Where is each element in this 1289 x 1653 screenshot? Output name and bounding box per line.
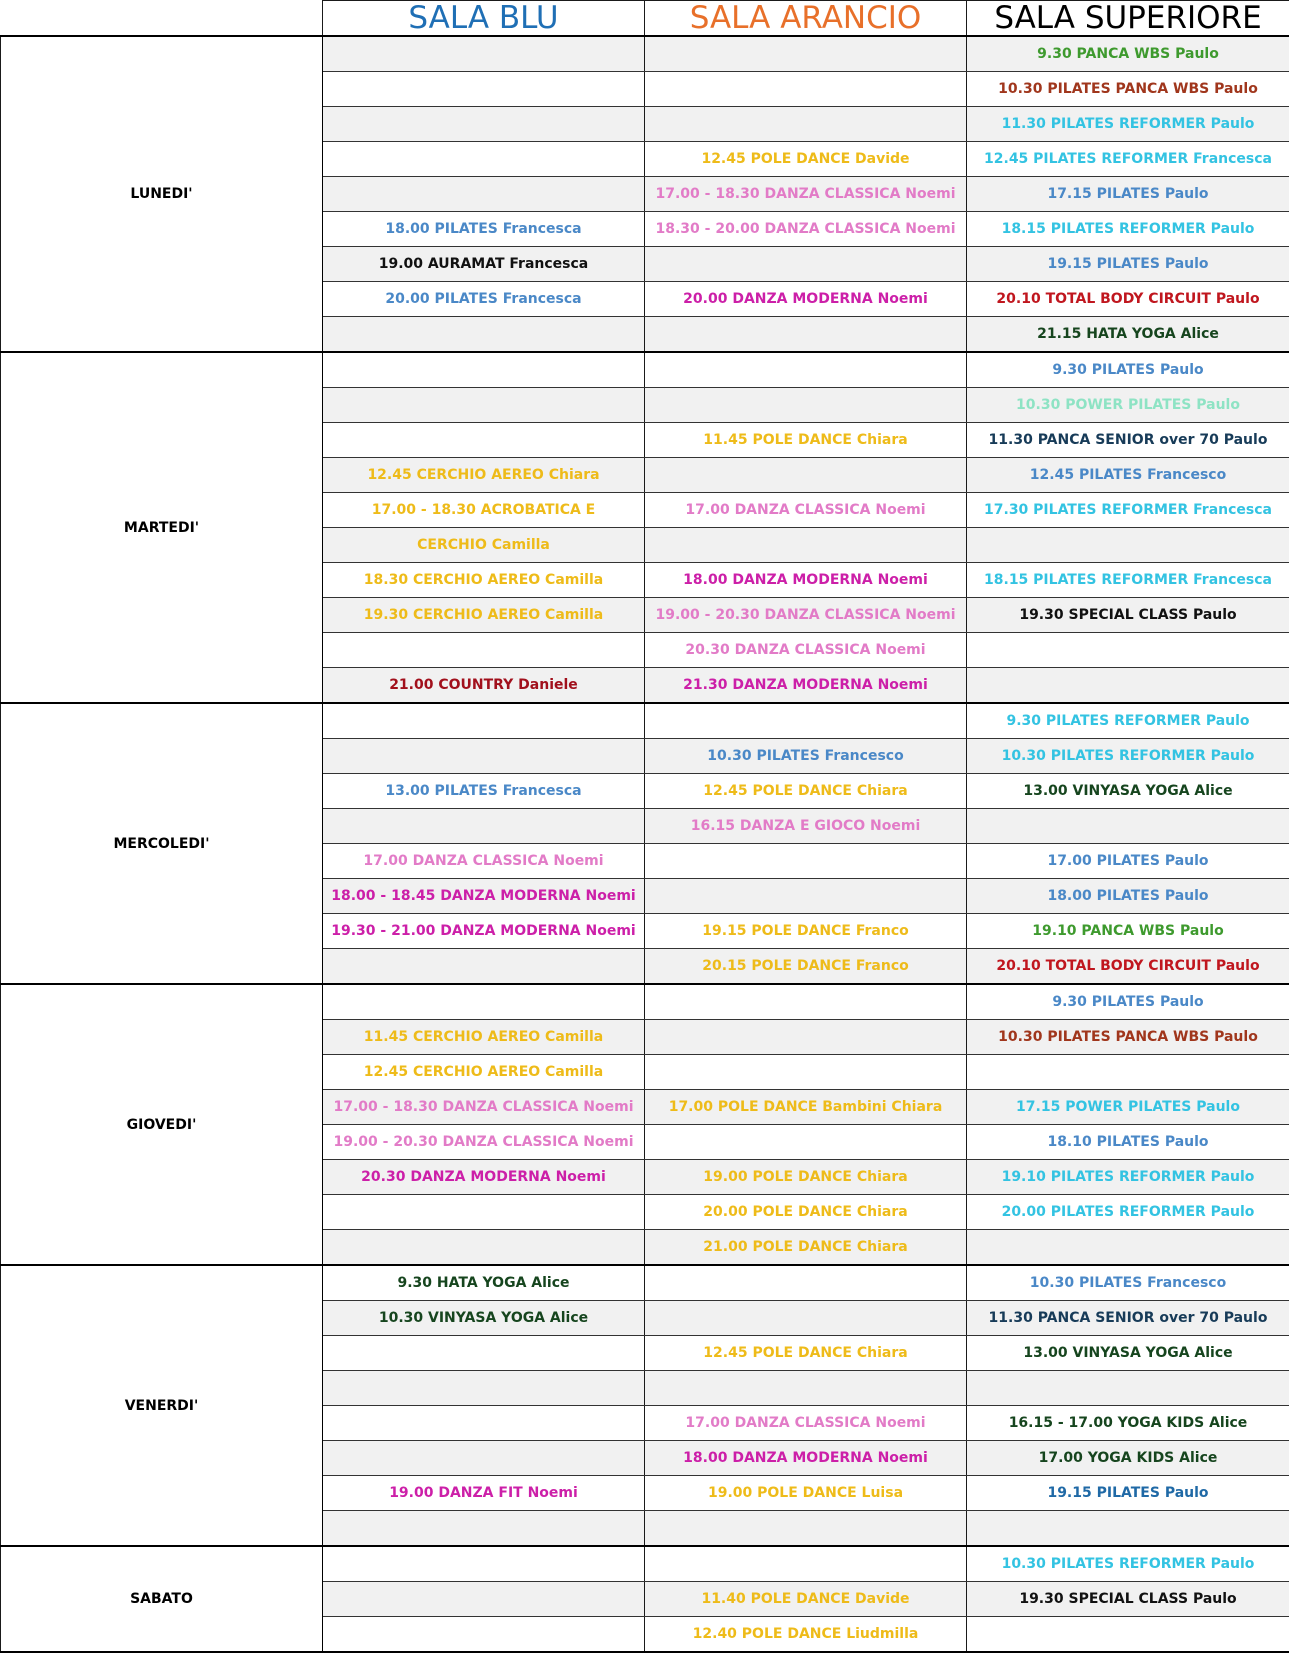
class-cell-sala-blu <box>323 1582 645 1617</box>
class-cell-sala-blu <box>323 1336 645 1371</box>
class-cell-sala-arancio: 19.15 POLE DANCE Franco <box>645 914 967 949</box>
class-cell-sala-superiore <box>967 1230 1289 1266</box>
class-cell-sala-arancio <box>645 107 967 142</box>
class-cell-sala-blu <box>323 1546 645 1582</box>
class-cell-sala-blu: 12.45 CERCHIO AEREO Chiara <box>323 458 645 493</box>
class-cell-sala-blu: 18.00 - 18.45 DANZA MODERNA Noemi <box>323 879 645 914</box>
class-cell-sala-arancio <box>645 1511 967 1547</box>
class-cell-sala-blu <box>323 388 645 423</box>
class-cell-sala-blu <box>323 36 645 72</box>
class-cell-sala-superiore: 10.30 PILATES PANCA WBS Paulo <box>967 72 1289 107</box>
class-cell-sala-superiore: 10.30 PILATES Francesco <box>967 1265 1289 1301</box>
class-cell-sala-superiore: 19.15 PILATES Paulo <box>967 247 1289 282</box>
class-cell-sala-arancio: 12.45 POLE DANCE Chiara <box>645 774 967 809</box>
day-label: SABATO <box>1 1546 323 1652</box>
class-cell-sala-blu <box>323 703 645 739</box>
class-cell-sala-blu <box>323 949 645 985</box>
class-cell-sala-arancio: 19.00 POLE DANCE Luisa <box>645 1476 967 1511</box>
class-cell-sala-superiore: 20.10 TOTAL BODY CIRCUIT Paulo <box>967 949 1289 985</box>
class-cell-sala-arancio <box>645 458 967 493</box>
class-cell-sala-blu: 10.30 VINYASA YOGA Alice <box>323 1301 645 1336</box>
class-cell-sala-superiore <box>967 633 1289 668</box>
class-cell-sala-blu <box>323 633 645 668</box>
class-cell-sala-blu <box>323 107 645 142</box>
class-cell-sala-arancio: 12.40 POLE DANCE Liudmilla <box>645 1617 967 1653</box>
class-cell-sala-arancio: 18.30 - 20.00 DANZA CLASSICA Noemi <box>645 212 967 247</box>
class-cell-sala-arancio: 20.30 DANZA CLASSICA Noemi <box>645 633 967 668</box>
class-cell-sala-blu: 19.00 DANZA FIT Noemi <box>323 1476 645 1511</box>
class-cell-sala-superiore: 16.15 - 17.00 YOGA KIDS Alice <box>967 1406 1289 1441</box>
class-cell-sala-superiore: 18.00 PILATES Paulo <box>967 879 1289 914</box>
day-label: VENERDI' <box>1 1265 323 1546</box>
class-cell-sala-arancio: 11.40 POLE DANCE Davide <box>645 1582 967 1617</box>
class-cell-sala-superiore: 9.30 PANCA WBS Paulo <box>967 36 1289 72</box>
class-cell-sala-blu <box>323 1406 645 1441</box>
class-cell-sala-arancio <box>645 984 967 1020</box>
table-row <box>1 1265 1289 1301</box>
class-cell-sala-arancio <box>645 1371 967 1406</box>
class-cell-sala-arancio <box>645 1546 967 1582</box>
table-row <box>1 1546 1289 1582</box>
class-cell-sala-blu <box>323 72 645 107</box>
class-cell-sala-arancio <box>645 1125 967 1160</box>
class-cell-sala-arancio <box>645 844 967 879</box>
class-cell-sala-arancio <box>645 72 967 107</box>
class-cell-sala-arancio: 20.00 POLE DANCE Chiara <box>645 1195 967 1230</box>
class-cell-sala-blu: 9.30 HATA YOGA Alice <box>323 1265 645 1301</box>
class-cell-sala-blu <box>323 142 645 177</box>
room-header-sala-arancio: SALA ARANCIO <box>645 1 967 37</box>
class-cell-sala-superiore: 17.00 YOGA KIDS Alice <box>967 1441 1289 1476</box>
class-cell-sala-blu <box>323 809 645 844</box>
class-cell-sala-arancio <box>645 317 967 353</box>
class-cell-sala-blu <box>323 739 645 774</box>
day-label: MARTEDI' <box>1 352 323 703</box>
class-cell-sala-arancio: 17.00 POLE DANCE Bambini Chiara <box>645 1090 967 1125</box>
class-cell-sala-superiore: 13.00 VINYASA YOGA Alice <box>967 774 1289 809</box>
class-cell-sala-blu <box>323 1441 645 1476</box>
class-cell-sala-blu: 17.00 DANZA CLASSICA Noemi <box>323 844 645 879</box>
class-cell-sala-arancio <box>645 1055 967 1090</box>
class-cell-sala-superiore: 17.15 PILATES Paulo <box>967 177 1289 212</box>
class-cell-sala-blu <box>323 423 645 458</box>
class-cell-sala-arancio: 20.15 POLE DANCE Franco <box>645 949 967 985</box>
class-cell-sala-superiore <box>967 668 1289 704</box>
room-header-sala-blu: SALA BLU <box>323 1 645 37</box>
class-cell-sala-superiore <box>967 1371 1289 1406</box>
class-cell-sala-blu: CERCHIO Camilla <box>323 528 645 563</box>
class-cell-sala-blu: 11.45 CERCHIO AEREO Camilla <box>323 1020 645 1055</box>
class-cell-sala-blu: 17.00 - 18.30 ACROBATICA E <box>323 493 645 528</box>
class-cell-sala-arancio: 18.00 DANZA MODERNA Noemi <box>645 1441 967 1476</box>
class-cell-sala-superiore: 9.30 PILATES Paulo <box>967 352 1289 388</box>
class-cell-sala-blu <box>323 177 645 212</box>
class-cell-sala-superiore: 17.30 PILATES REFORMER Francesca <box>967 493 1289 528</box>
class-cell-sala-arancio <box>645 528 967 563</box>
class-cell-sala-arancio <box>645 247 967 282</box>
class-cell-sala-arancio: 11.45 POLE DANCE Chiara <box>645 423 967 458</box>
class-cell-sala-blu <box>323 1230 645 1266</box>
class-cell-sala-superiore: 11.30 PANCA SENIOR over 70 Paulo <box>967 423 1289 458</box>
class-cell-sala-superiore: 10.30 POWER PILATES Paulo <box>967 388 1289 423</box>
class-cell-sala-blu: 19.30 CERCHIO AEREO Camilla <box>323 598 645 633</box>
class-cell-sala-arancio <box>645 36 967 72</box>
class-cell-sala-superiore: 21.15 HATA YOGA Alice <box>967 317 1289 353</box>
class-cell-sala-blu <box>323 1511 645 1547</box>
class-cell-sala-arancio: 19.00 POLE DANCE Chiara <box>645 1160 967 1195</box>
day-label: MERCOLEDI' <box>1 703 323 984</box>
class-cell-sala-superiore <box>967 1511 1289 1547</box>
class-cell-sala-superiore: 12.45 PILATES REFORMER Francesca <box>967 142 1289 177</box>
class-cell-sala-blu: 20.00 PILATES Francesca <box>323 282 645 317</box>
class-cell-sala-arancio: 16.15 DANZA E GIOCO Noemi <box>645 809 967 844</box>
class-cell-sala-superiore: 19.30 SPECIAL CLASS Paulo <box>967 598 1289 633</box>
class-cell-sala-arancio <box>645 703 967 739</box>
day-label: LUNEDI' <box>1 36 323 352</box>
class-cell-sala-superiore: 11.30 PILATES REFORMER Paulo <box>967 107 1289 142</box>
class-cell-sala-superiore: 10.30 PILATES REFORMER Paulo <box>967 739 1289 774</box>
class-cell-sala-superiore: 20.10 TOTAL BODY CIRCUIT Paulo <box>967 282 1289 317</box>
class-cell-sala-arancio: 21.30 DANZA MODERNA Noemi <box>645 668 967 704</box>
class-cell-sala-arancio: 21.00 POLE DANCE Chiara <box>645 1230 967 1266</box>
class-cell-sala-blu <box>323 1195 645 1230</box>
class-cell-sala-blu <box>323 317 645 353</box>
class-cell-sala-superiore <box>967 1055 1289 1090</box>
class-cell-sala-superiore: 18.10 PILATES Paulo <box>967 1125 1289 1160</box>
class-cell-sala-arancio: 20.00 DANZA MODERNA Noemi <box>645 282 967 317</box>
day-label: GIOVEDI' <box>1 984 323 1265</box>
class-cell-sala-blu: 19.00 AURAMAT Francesca <box>323 247 645 282</box>
class-cell-sala-superiore: 10.30 PILATES PANCA WBS Paulo <box>967 1020 1289 1055</box>
class-cell-sala-superiore: 18.15 PILATES REFORMER Francesca <box>967 563 1289 598</box>
class-cell-sala-superiore: 17.00 PILATES Paulo <box>967 844 1289 879</box>
table-row <box>1 36 1289 72</box>
class-cell-sala-arancio: 18.00 DANZA MODERNA Noemi <box>645 563 967 598</box>
table-row <box>1 984 1289 1020</box>
class-cell-sala-superiore: 19.10 PILATES REFORMER Paulo <box>967 1160 1289 1195</box>
table-row <box>1 703 1289 739</box>
class-cell-sala-superiore: 19.15 PILATES Paulo <box>967 1476 1289 1511</box>
class-cell-sala-blu: 19.00 - 20.30 DANZA CLASSICA Noemi <box>323 1125 645 1160</box>
class-cell-sala-superiore: 13.00 VINYASA YOGA Alice <box>967 1336 1289 1371</box>
class-cell-sala-blu <box>323 984 645 1020</box>
class-cell-sala-superiore: 10.30 PILATES REFORMER Paulo <box>967 1546 1289 1582</box>
class-cell-sala-blu <box>323 1371 645 1406</box>
header-blank-cell <box>1 1 323 37</box>
class-cell-sala-blu <box>323 1617 645 1653</box>
class-cell-sala-arancio: 19.00 - 20.30 DANZA CLASSICA Noemi <box>645 598 967 633</box>
class-cell-sala-superiore <box>967 809 1289 844</box>
class-cell-sala-blu: 13.00 PILATES Francesca <box>323 774 645 809</box>
class-cell-sala-arancio: 17.00 DANZA CLASSICA Noemi <box>645 493 967 528</box>
class-cell-sala-superiore: 9.30 PILATES REFORMER Paulo <box>967 703 1289 739</box>
class-cell-sala-arancio: 12.45 POLE DANCE Chiara <box>645 1336 967 1371</box>
class-cell-sala-arancio <box>645 1301 967 1336</box>
class-cell-sala-arancio: 17.00 DANZA CLASSICA Noemi <box>645 1406 967 1441</box>
class-cell-sala-superiore: 18.15 PILATES REFORMER Paulo <box>967 212 1289 247</box>
class-cell-sala-blu: 20.30 DANZA MODERNA Noemi <box>323 1160 645 1195</box>
class-cell-sala-superiore: 17.15 POWER PILATES Paulo <box>967 1090 1289 1125</box>
class-cell-sala-arancio: 12.45 POLE DANCE Davide <box>645 142 967 177</box>
class-cell-sala-blu: 21.00 COUNTRY Daniele <box>323 668 645 704</box>
class-cell-sala-arancio: 10.30 PILATES Francesco <box>645 739 967 774</box>
room-header-sala-superiore: SALA SUPERIORE <box>967 1 1289 37</box>
table-row <box>1 352 1289 388</box>
class-cell-sala-superiore: 11.30 PANCA SENIOR over 70 Paulo <box>967 1301 1289 1336</box>
class-cell-sala-blu: 17.00 - 18.30 DANZA CLASSICA Noemi <box>323 1090 645 1125</box>
class-cell-sala-superiore <box>967 1617 1289 1653</box>
class-cell-sala-blu: 18.00 PILATES Francesca <box>323 212 645 247</box>
header-row <box>1 1 1289 37</box>
class-cell-sala-superiore <box>967 528 1289 563</box>
class-cell-sala-superiore: 9.30 PILATES Paulo <box>967 984 1289 1020</box>
class-cell-sala-arancio: 17.00 - 18.30 DANZA CLASSICA Noemi <box>645 177 967 212</box>
class-cell-sala-superiore: 20.00 PILATES REFORMER Paulo <box>967 1195 1289 1230</box>
class-cell-sala-superiore: 19.30 SPECIAL CLASS Paulo <box>967 1582 1289 1617</box>
class-cell-sala-arancio <box>645 1265 967 1301</box>
class-cell-sala-arancio <box>645 879 967 914</box>
class-cell-sala-arancio <box>645 388 967 423</box>
class-cell-sala-superiore: 12.45 PILATES Francesco <box>967 458 1289 493</box>
class-cell-sala-arancio <box>645 1020 967 1055</box>
class-cell-sala-blu: 19.30 - 21.00 DANZA MODERNA Noemi <box>323 914 645 949</box>
class-cell-sala-blu: 12.45 CERCHIO AEREO Camilla <box>323 1055 645 1090</box>
class-cell-sala-superiore: 19.10 PANCA WBS Paulo <box>967 914 1289 949</box>
schedule-body <box>1 36 1289 1652</box>
class-cell-sala-blu <box>323 352 645 388</box>
class-cell-sala-arancio <box>645 352 967 388</box>
class-cell-sala-blu: 18.30 CERCHIO AEREO Camilla <box>323 563 645 598</box>
